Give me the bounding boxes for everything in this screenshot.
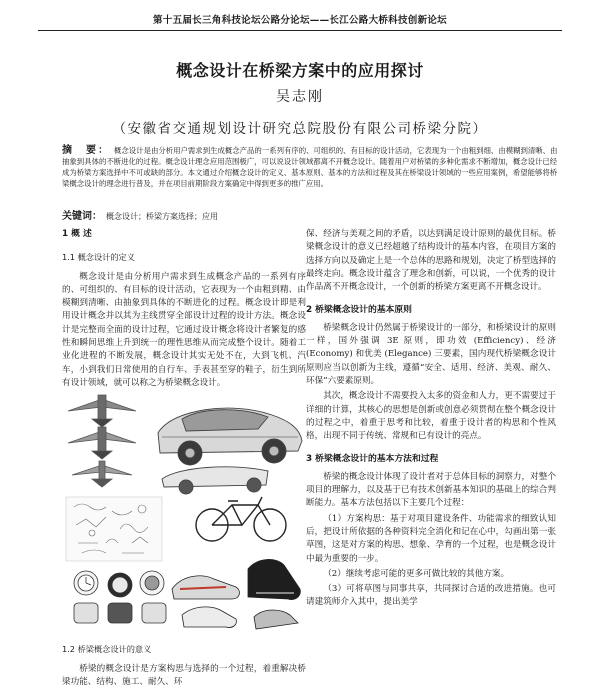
section-1-1-paragraph: 概念设计是由分析用户需求到生成概念产品的一系列有序的、可组织的、有目标的设计活动，它表现为一个由粗到精、由模糊到清晰、由抽象到具体的不断进化的过程。概念设计即是利用设计概念并以其为主线贯穿全部设计过程的设计方法。概念设计是完整而全面的设计过程，它通过设计概念将设计者繁复的感性和瞬间思维上升到统一的理性思维从而完成整个设计。随着工业化进程的不断发展，概念设计其实无处不在，大到飞机、汽车，小到我们日常使用的自行车、手表甚至穿的鞋子，衍生到所有设计领域，就可以称之为桥梁概念设计。 <box>62 271 306 388</box>
keywords-label: 关键词： <box>62 211 102 222</box>
right-column <box>306 228 556 612</box>
section-3-item-2: （2）继续考虑可能的更多可做比较的其他方案。 <box>323 568 510 579</box>
concept-sketches-image <box>62 393 306 633</box>
left-column <box>62 228 306 691</box>
section-1-2-paragraph-continued: 保、经济与美观之间的矛盾，以达到满足设计原则的最优目标。桥梁概念设计的意义已经超越了结构设计的基本内容，在项目方案的选择方向以及确定上是一个总体的思路和规划，决定了桥型选择的最终走向。概念设计蕴含了理念和创新，可以说，一个优秀的设计作品离不开概念设计，一个创新的桥梁方案更离不开概念设计。 <box>306 229 556 293</box>
bicycle-sketch <box>196 497 286 541</box>
abstract-label: 摘 要： <box>62 145 110 156</box>
abstract-text: 概念设计是由分析用户需求到生成概念产品的一系列有序的、可组织的、有目标的设计活动，它表现为一个由粗到细、由模糊到清晰、由抽象到具体的不断进化的过程。概念设计理念应用范围极广，可以说设计领域都离不开概念设计。随着用户对桥梁的多种化需求不断增加，概念设计已经成为桥梁方案选择中不可或缺的部分。本文通过介绍概念设计的定义、基本原则、基本的方法和过程及其在桥梁设计领域的一些应用案例，希望能够将桥梁概念设计的理念进行普及，并在项目前期阶段方案确定中得到更多的推广应用。 <box>62 146 558 188</box>
abstract <box>62 145 560 189</box>
section-3-item-3: （3）可将草图与同事共享，共同探讨合适的改进措施。也可请建筑师介入其中，提出美学 <box>306 584 556 608</box>
keywords <box>62 207 560 222</box>
section-1-heading: 1 概 述 <box>62 229 92 239</box>
keywords-text: 概念设计；桥梁方案选择；应用 <box>106 212 218 221</box>
section-3-heading: 3 桥梁概念设计的基本方法和过程 <box>306 454 439 465</box>
paper-author: 吴志刚 <box>276 89 324 105</box>
section-2-paragraph-2: 其次，概念设计不需要投入太多的资金和人力，更不需要过于详细的计算，其核心的思想是创新或创意必须贯彻在整个概念设计的过程之中，着重于思考和比较，着重于设计者的构思和个性风格，出现不同于传统、常规和已有设计的亮点。 <box>306 391 556 442</box>
watch-sketches <box>74 571 166 623</box>
section-3-item-1: （1）方案构思：基于对项目建设条件、功能需求的细致认知后，把设计所依据的各种资料完全消化和记在心中，勾画出第一张草图，这是对方案的构思、想象、孕育的一个过程，也是概念设计中最为重要的一步。 <box>306 513 556 564</box>
shoe-sketches <box>172 560 300 630</box>
section-1-1-heading: 1.1 概念设计的定义 <box>62 252 135 263</box>
paper-title: 概念设计在桥梁方案中的应用探讨 <box>176 61 424 80</box>
section-1-2-heading: 1.2 桥梁概念设计的意义 <box>62 644 152 655</box>
section-2-heading: 2 桥梁概念设计的基本原则 <box>306 305 412 316</box>
section-2-paragraph-1: 桥梁概念设计仍然属于桥梁设计的一部分，和桥梁设计的原则一样，国外强调 3E 原则，即功效 (Efficiency)、经济 (Economy) 和优美 (Elegance) 三要素，国内现代桥梁概念设计原则应当以创新为主线，遵循“安全、适用、经济、美观、耐久、环保”六要素原则。 <box>306 322 556 386</box>
section-1-2-paragraph: 桥梁的概念设计是方案构思与选择的一个过程，着重解决桥梁功能、结构、施工、耐久、环 <box>62 663 306 687</box>
idea-sketches <box>66 497 162 561</box>
concept-sketches-figure <box>62 393 306 633</box>
paper-affiliation: （安徽省交通规划设计研究总院股份有限公司桥梁分院） <box>112 121 488 137</box>
car-sketches <box>158 408 302 494</box>
header-rule <box>38 30 562 31</box>
aircraft-sketches <box>68 395 136 487</box>
running-head: 第十五届长三角科技论坛公路分论坛——长江公路大桥科技创新论坛 <box>152 15 447 26</box>
section-3-paragraph-1: 桥梁的概念设计体现了设计者对于总体目标的洞察力，对整个项目的理解力，以及基于已有技术创新基本知识的基础上的综合判断能力。基本方法包括以下主要几个过程： <box>306 471 556 509</box>
